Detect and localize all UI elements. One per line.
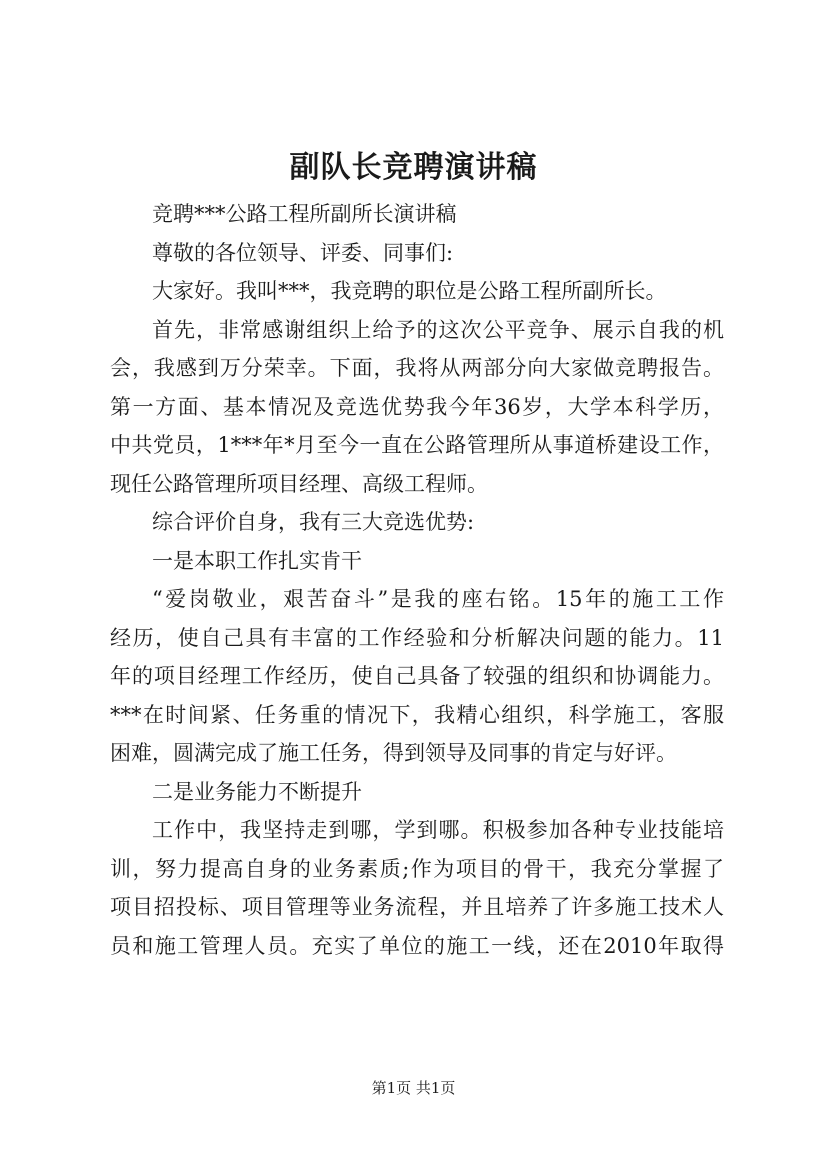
paragraph-line: 训，努力提高自身的业务素质;作为项目的骨干，我充分掌握了 xyxy=(110,856,724,881)
paragraph-line: 首先，非常感谢组织上给予的这次公平竞争、展示自我的机 xyxy=(152,317,724,342)
paragraph-line: 会，我感到万分荣幸。下面，我将从两部分向大家做竞聘报告。 xyxy=(110,356,724,380)
document-title: 副队长竞聘演讲稿 xyxy=(289,150,538,185)
paragraph-line: “爱岗敬业，艰苦奋斗”是我的座右铭。15年的施工工作 xyxy=(152,587,724,611)
paragraph-line: 员和施工管理人员。充实了单位的施工一线，还在2010年取得 xyxy=(110,933,724,958)
paragraph-line: 现任公路管理所项目经理、高级工程师。 xyxy=(110,471,488,496)
paragraph-line: 竞聘***公路工程所副所长演讲稿 xyxy=(152,202,457,226)
page-footer: 第1页 共1页 xyxy=(371,1079,456,1097)
paragraph-line: 项目招投标、项目管理等业务流程，并且培养了许多施工技术人 xyxy=(110,895,724,919)
paragraph-line: 年的项目经理工作经历，使自己具备了较强的组织和协调能力。 xyxy=(110,664,724,688)
paragraph-line: ***在时间紧、任务重的情况下，我精心组织，科学施工，客服 xyxy=(110,702,724,727)
paragraph-line: 综合评价自身，我有三大竞选优势: xyxy=(152,510,475,534)
paragraph-line: 大家好。我叫***，我竞聘的职位是公路工程所副所长。 xyxy=(152,279,667,303)
paragraph-line: 困难，圆满完成了施工任务，得到领导及同事的肯定与好评。 xyxy=(110,741,677,765)
paragraph-line: 尊敬的各位领导、评委、同事们: xyxy=(152,240,454,265)
paragraph-line: 工作中，我坚持走到哪，学到哪。积极参加各种专业技能培 xyxy=(152,818,724,842)
section-heading: 二是业务能力不断提升 xyxy=(152,779,362,804)
paragraph-line: 经历，使自己具有丰富的工作经验和分析解决问题的能力。11 xyxy=(110,625,724,650)
paragraph-line: 中共党员，1***年*月至今一直在公路管理所从事道桥建设工作， xyxy=(110,433,724,457)
paragraph-line: 第一方面、基本情况及竞选优势我今年36岁，大学本科学历， xyxy=(110,394,724,419)
section-heading: 一是本职工作扎实肯干 xyxy=(152,548,362,573)
document-body xyxy=(110,195,724,965)
